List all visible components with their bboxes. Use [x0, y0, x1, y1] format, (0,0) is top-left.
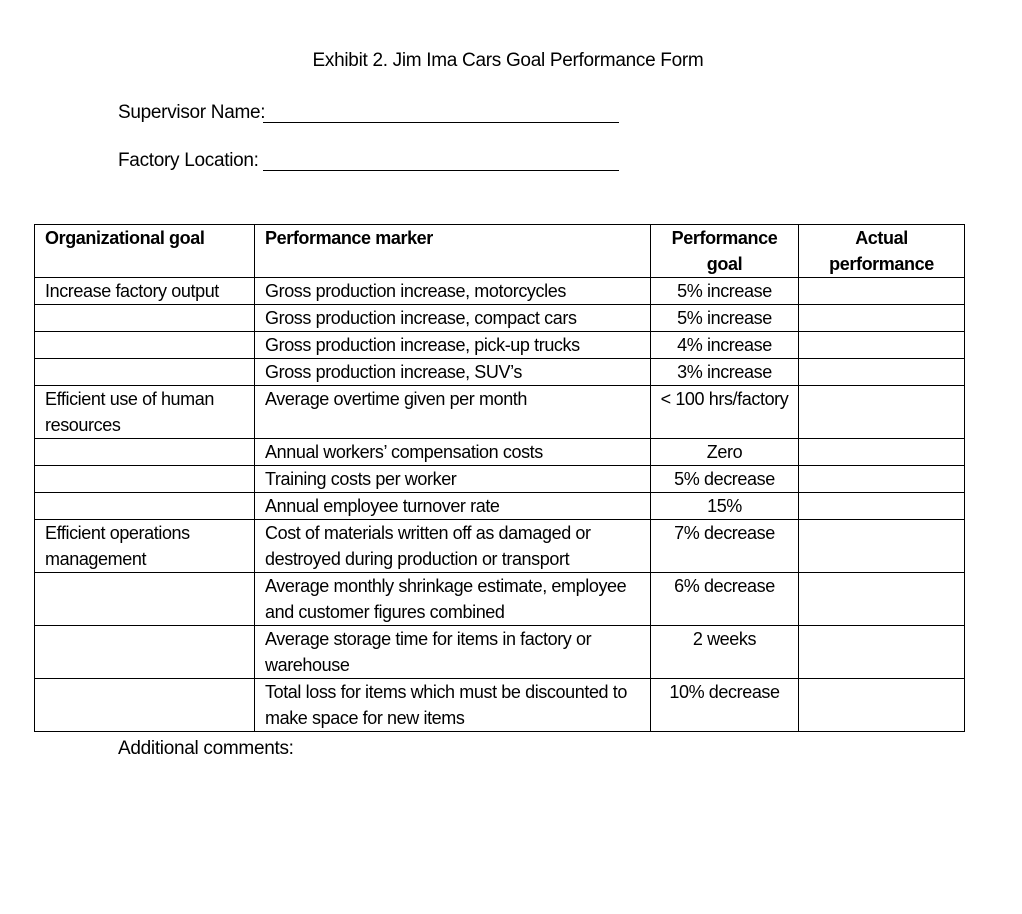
- cell-performance-goal: 5% decrease: [651, 466, 799, 493]
- cell-organizational-goal: Increase factory output: [35, 278, 255, 305]
- cell-organizational-goal: [35, 332, 255, 359]
- cell-performance-goal: 6% decrease: [651, 573, 799, 626]
- cell-performance-marker: Gross production increase, pick-up trucks: [255, 332, 651, 359]
- header-performance-marker: Performance marker: [255, 225, 651, 278]
- supervisor-name-blank[interactable]: [263, 102, 619, 123]
- table-row: [35, 626, 965, 679]
- table-row: [35, 332, 965, 359]
- form-title: Exhibit 2. Jim Ima Cars Goal Performance Form: [312, 50, 704, 71]
- cell-actual-performance[interactable]: [799, 439, 965, 466]
- cell-performance-marker: Training costs per worker: [255, 466, 651, 493]
- table-row: [35, 278, 965, 305]
- cell-performance-marker: Annual employee turnover rate: [255, 493, 651, 520]
- table-row: [35, 493, 965, 520]
- cell-performance-goal: 4% increase: [651, 332, 799, 359]
- cell-organizational-goal: Efficient use of human resources: [35, 386, 255, 439]
- cell-performance-goal: 5% increase: [651, 278, 799, 305]
- cell-actual-performance[interactable]: [799, 520, 965, 573]
- cell-actual-performance[interactable]: [799, 493, 965, 520]
- header-performance-goal: Performance goal: [651, 225, 799, 278]
- cell-performance-goal: 2 weeks: [651, 626, 799, 679]
- cell-performance-marker: Annual workers’ compensation costs: [255, 439, 651, 466]
- cell-actual-performance[interactable]: [799, 626, 965, 679]
- cell-actual-performance[interactable]: [799, 278, 965, 305]
- additional-comments-label: Additional comments:: [118, 738, 294, 759]
- cell-organizational-goal: [35, 679, 255, 732]
- header-actual-performance: Actual performance: [799, 225, 965, 278]
- table-row: [35, 573, 965, 626]
- cell-organizational-goal: Efficient operations management: [35, 520, 255, 573]
- cell-performance-goal: Zero: [651, 439, 799, 466]
- table-header-row: [35, 225, 965, 278]
- supervisor-name-field: [118, 102, 265, 124]
- cell-organizational-goal: [35, 493, 255, 520]
- factory-location-blank[interactable]: [263, 150, 619, 171]
- table-row: [35, 466, 965, 493]
- cell-performance-marker: Gross production increase, compact cars: [255, 305, 651, 332]
- factory-location-label: Factory Location:: [118, 150, 259, 171]
- table-body: [35, 278, 965, 732]
- goal-performance-table: [34, 224, 965, 732]
- table-row: [35, 520, 965, 573]
- cell-organizational-goal: [35, 626, 255, 679]
- cell-actual-performance[interactable]: [799, 386, 965, 439]
- cell-performance-goal: 10% decrease: [651, 679, 799, 732]
- cell-actual-performance[interactable]: [799, 466, 965, 493]
- table-row: [35, 305, 965, 332]
- header-organizational-goal: Organizational goal: [35, 225, 255, 278]
- cell-performance-marker: Gross production increase, motorcycles: [255, 278, 651, 305]
- cell-actual-performance[interactable]: [799, 573, 965, 626]
- cell-performance-marker: Average monthly shrinkage estimate, employee and customer figures combined: [255, 573, 651, 626]
- cell-performance-marker: Gross production increase, SUV’s: [255, 359, 651, 386]
- cell-performance-marker: Average overtime given per month: [255, 386, 651, 439]
- table-row: [35, 386, 965, 439]
- cell-organizational-goal: [35, 466, 255, 493]
- table-row: [35, 359, 965, 386]
- cell-organizational-goal: [35, 439, 255, 466]
- cell-actual-performance[interactable]: [799, 359, 965, 386]
- cell-performance-goal: 15%: [651, 493, 799, 520]
- cell-organizational-goal: [35, 359, 255, 386]
- cell-actual-performance[interactable]: [799, 305, 965, 332]
- factory-location-field: [118, 150, 259, 172]
- cell-organizational-goal: [35, 305, 255, 332]
- table-row: [35, 679, 965, 732]
- cell-performance-goal: 3% increase: [651, 359, 799, 386]
- cell-actual-performance[interactable]: [799, 332, 965, 359]
- cell-performance-goal: < 100 hrs/factory: [651, 386, 799, 439]
- cell-actual-performance[interactable]: [799, 679, 965, 732]
- cell-performance-goal: 5% increase: [651, 305, 799, 332]
- cell-performance-marker: Total loss for items which must be discounted to make space for new items: [255, 679, 651, 732]
- cell-organizational-goal: [35, 573, 255, 626]
- cell-performance-marker: Average storage time for items in factory or warehouse: [255, 626, 651, 679]
- cell-performance-goal: 7% decrease: [651, 520, 799, 573]
- cell-performance-marker: Cost of materials written off as damaged or destroyed during production or transport: [255, 520, 651, 573]
- table-row: [35, 439, 965, 466]
- supervisor-name-label: Supervisor Name:: [118, 102, 266, 123]
